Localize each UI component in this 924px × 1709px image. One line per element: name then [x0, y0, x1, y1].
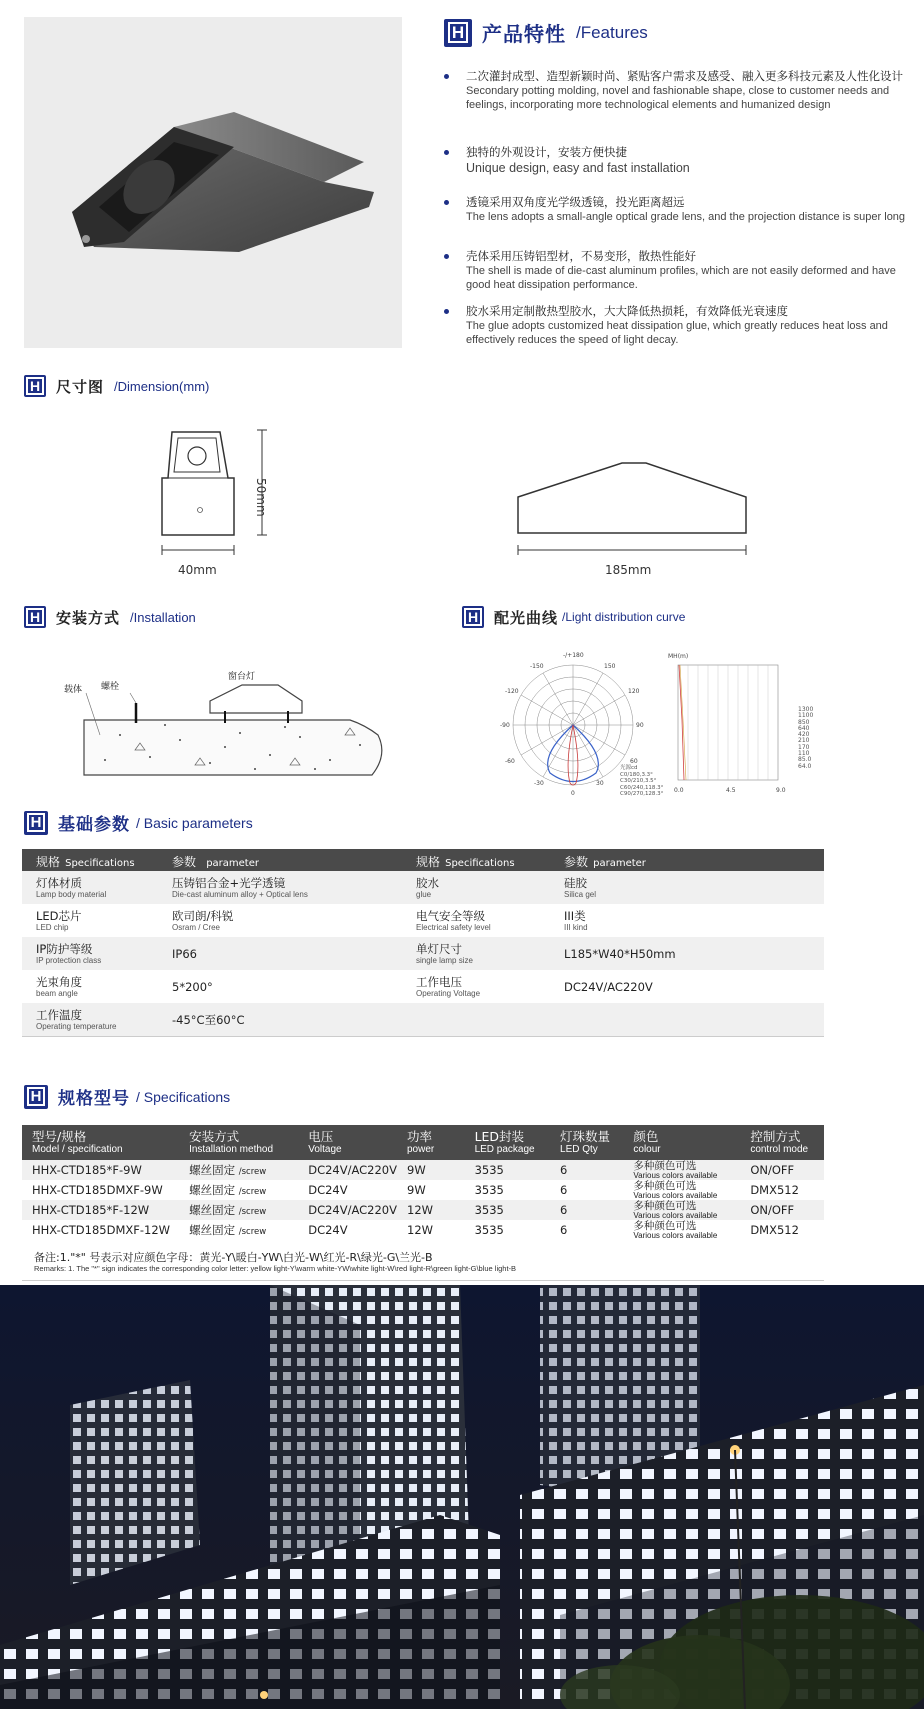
- features-title-zh: 产品特性: [482, 22, 566, 46]
- polar-legend-item: C60/240,118.3°: [620, 784, 664, 791]
- header-zh: 控制方式: [750, 1128, 801, 1144]
- param-value-zh: III类: [564, 908, 586, 923]
- dimension-title-zh: 尺寸图: [56, 377, 105, 396]
- param-value: IP66: [172, 946, 197, 961]
- header-zh: LED封装: [474, 1128, 525, 1144]
- header-en: parameter: [206, 857, 259, 869]
- table-row: [22, 871, 824, 904]
- param-key-zh: 胶水: [416, 875, 439, 890]
- table-row: [22, 1220, 824, 1240]
- param-key-en: Electrical safety level: [416, 922, 491, 932]
- param-key-zh: 工作电压: [416, 974, 462, 989]
- spec-title-zh: 规格型号: [58, 1089, 130, 1109]
- label-body: 载体: [64, 685, 83, 695]
- bullet-icon: [444, 309, 449, 314]
- illuminance-x-label: 4.5: [726, 787, 736, 794]
- basic-params-table: [22, 849, 824, 1036]
- control-cell: DMX512: [750, 1183, 799, 1197]
- installation-heading: [24, 606, 196, 628]
- header-en: power: [407, 1143, 435, 1155]
- param-key-en: LED chip: [36, 922, 69, 932]
- param-key-en: Operating temperature: [36, 1021, 117, 1031]
- polar-angle-label: -90: [500, 722, 510, 729]
- param-key-zh: 单灯尺寸: [416, 941, 462, 956]
- model-cell: HHX-CTD185*F-12W: [22, 1200, 179, 1220]
- illuminance-axis-label: MH(m): [668, 653, 689, 660]
- power-cell: 9W: [407, 1183, 426, 1197]
- package-cell: 3535: [474, 1223, 504, 1237]
- features-title-en: /Features: [576, 22, 648, 42]
- polar-angle-label: -/+180: [563, 652, 584, 659]
- label-bolt: 螺栓: [101, 682, 120, 692]
- illuminance-value: 210: [798, 737, 810, 745]
- color-en: Various colors available: [633, 1190, 718, 1200]
- polar-legend-item: C0/180,3.3°: [620, 771, 653, 778]
- qty-cell: 6: [560, 1223, 568, 1237]
- header-en: Installation method: [189, 1143, 274, 1155]
- front-view-drawing: [150, 420, 290, 580]
- height-label: 50mm: [254, 478, 268, 517]
- param-value-en: III kind: [564, 922, 588, 932]
- control-cell: ON/OFF: [740, 1200, 824, 1220]
- color-en: Various colors available: [633, 1170, 718, 1180]
- install-zh: 螺丝固定: [189, 1203, 236, 1217]
- divider: [22, 1280, 824, 1281]
- light-curve-title-en: /Light distribution curve: [562, 610, 686, 624]
- polar-angle-label: 60: [630, 758, 638, 765]
- voltage-cell: DC24V: [308, 1183, 348, 1197]
- side-view-drawing: [510, 455, 760, 565]
- polar-legend: [620, 765, 663, 798]
- param-key-zh: 灯体材质: [36, 875, 82, 890]
- power-cell: 12W: [407, 1223, 434, 1237]
- basic-title-zh: 基础参数: [58, 815, 130, 835]
- basic-title-en: / Basic parameters: [136, 814, 253, 831]
- param-key-en: IP protection class: [36, 955, 102, 965]
- illuminance-value: 110: [798, 750, 810, 758]
- param-value-zh: 压铸铝合金+光学透镜: [172, 875, 286, 890]
- product-photo: [24, 17, 402, 348]
- dimension-title-en: /Dimension(mm): [114, 378, 210, 394]
- package-cell: 3535: [465, 1160, 550, 1180]
- feature-item-1: [444, 68, 914, 112]
- color-en: Various colors available: [633, 1210, 718, 1220]
- polar-legend-item: C30/210,3.5°: [620, 778, 657, 784]
- header-zh: 规格: [416, 854, 441, 869]
- model-cell: HHX-CTD185DMXF-9W: [32, 1183, 163, 1197]
- feature-item-4: [444, 248, 914, 292]
- illuminance-legend: [798, 707, 813, 770]
- spec-heading: [24, 1084, 230, 1109]
- bullet-icon: [444, 254, 449, 259]
- color-zh: 多种颜色可选: [633, 1199, 697, 1212]
- install-zh: 螺丝固定: [189, 1163, 236, 1177]
- header-zh: 规格: [36, 854, 61, 869]
- color-zh: 多种颜色可选: [633, 1159, 697, 1172]
- power-cell: 9W: [397, 1160, 465, 1180]
- basic-heading: [24, 810, 253, 835]
- length-label: 185mm: [605, 563, 652, 577]
- control-cell: ON/OFF: [740, 1160, 824, 1180]
- table-row: [22, 1003, 824, 1036]
- feature-zh: 二次灌封成型、造型新颖时尚、紧贴客户需求及感受、融入更多科技元素及人性化设计: [466, 69, 903, 83]
- param-value-zh: 欧司朗/科锐: [172, 908, 234, 923]
- table-row: [22, 904, 824, 937]
- install-en: /screw: [238, 1187, 267, 1197]
- table-row: [22, 970, 824, 1003]
- feature-en: Secondary potting molding, novel and fashionable shape, close to customer needs and feelings, incorporating more technological elements and humanized design: [466, 85, 890, 111]
- feature-item-3: [444, 194, 914, 224]
- param-value: 5*200°: [172, 979, 213, 994]
- param-key-en: Lamp body material: [36, 889, 107, 899]
- polar-angle-label: 90: [636, 722, 644, 729]
- product-lamp-image: [24, 17, 402, 348]
- voltage-cell: DC24V/AC220V: [298, 1160, 397, 1180]
- illuminance-value: 850: [798, 718, 810, 726]
- bullet-icon: [444, 150, 449, 155]
- param-key-zh: 光束角度: [36, 974, 82, 989]
- table-row: [22, 1200, 824, 1220]
- illuminance-value: 170: [798, 743, 810, 751]
- illuminance-x-label: 9.0: [776, 787, 786, 794]
- installation-title-en: /Installation: [130, 609, 196, 625]
- illuminance-value: 1100: [798, 712, 814, 720]
- bullet-icon: [444, 74, 449, 79]
- param-key-en: Operating Voltage: [416, 988, 481, 998]
- spec-table: [22, 1125, 824, 1240]
- feature-item-5: [444, 303, 914, 347]
- polar-angle-label: 150: [604, 663, 616, 670]
- param-key-zh: 工作温度: [36, 1007, 82, 1022]
- model-cell: HHX-CTD185*F-9W: [22, 1160, 179, 1180]
- feature-zh: 独特的外观设计，安装方便快捷: [466, 145, 627, 159]
- table-row: [22, 937, 824, 970]
- installation-title-zh: 安装方式: [56, 608, 121, 627]
- polar-angle-label: 30: [596, 780, 604, 787]
- param-key-zh: LED芯片: [36, 908, 82, 923]
- illuminance-chart: [670, 660, 790, 790]
- table-row: [22, 1160, 824, 1180]
- header-zh: 颜色: [633, 1128, 659, 1144]
- header-en: LED package: [474, 1143, 535, 1155]
- feature-en: The lens adopts a small-angle optical grade lens, and the projection distance is super long: [466, 211, 906, 223]
- param-value: L185*W40*H50mm: [564, 946, 676, 961]
- install-zh: 螺丝固定: [189, 1183, 236, 1197]
- install-en: /screw: [238, 1167, 267, 1177]
- color-zh: 多种颜色可选: [633, 1179, 697, 1192]
- header-en: Specifications: [65, 857, 135, 869]
- voltage-cell: DC24V/AC220V: [298, 1200, 397, 1220]
- header-en: control mode: [750, 1143, 809, 1155]
- qty-cell: 6: [550, 1200, 623, 1220]
- remark-zh: 备注:1."*" 号表示对应颜色字母：黄光-Y\暖白-YW\白光-W\红光-R\绿光-G\兰光-B: [34, 1251, 433, 1264]
- param-value-en: Die-cast aluminum alloy + Optical lens: [172, 889, 308, 899]
- dimension-heading: [24, 375, 209, 397]
- feature-en: Unique design, easy and fast installation: [466, 161, 690, 175]
- feature-zh: 胶水采用定制散热型胶水，大大降低热损耗，有效降低光衰速度: [466, 304, 788, 318]
- header-zh: 灯珠数量: [560, 1128, 611, 1144]
- table-header: [22, 1125, 824, 1160]
- illuminance-x-label: 0.0: [674, 787, 684, 794]
- table-row: [22, 1180, 824, 1200]
- brand-h-icon: H: [24, 1085, 48, 1109]
- width-label: 40mm: [178, 563, 217, 577]
- param-value-en: Osram / Cree: [172, 922, 221, 932]
- header-zh: 安装方式: [189, 1128, 240, 1144]
- install-en: /screw: [238, 1227, 267, 1237]
- illuminance-value: 64.0: [798, 762, 812, 770]
- header-zh: 型号/规格: [32, 1128, 87, 1144]
- brand-h-icon: H: [24, 606, 46, 628]
- illuminance-value: 85.0: [798, 756, 812, 764]
- divider: [22, 1036, 824, 1037]
- feature-zh: 透镜采用双角度光学级透镜，投光距离超远: [466, 195, 685, 209]
- package-cell: 3535: [465, 1200, 550, 1220]
- feature-item-2: [444, 144, 914, 177]
- color-zh: 多种颜色可选: [633, 1219, 697, 1232]
- features-heading: [444, 18, 648, 47]
- illuminance-value: 420: [798, 731, 810, 739]
- polar-angle-label: -150: [530, 663, 544, 670]
- label-lamp: 窗台灯: [228, 672, 256, 682]
- spec-title-en: / Specifications: [136, 1088, 231, 1105]
- table-header: [22, 849, 824, 871]
- header-zh: 功率: [407, 1128, 433, 1144]
- building-illustration: [0, 1285, 924, 1709]
- package-cell: 3535: [474, 1183, 504, 1197]
- brand-h-icon: H: [462, 606, 484, 628]
- param-value: DC24V/AC220V: [564, 979, 653, 994]
- header-en: Specifications: [445, 857, 515, 869]
- control-cell: DMX512: [750, 1223, 799, 1237]
- header-en: LED Qty: [560, 1143, 598, 1155]
- feature-en: The shell is made of die-cast aluminum profiles, which are not easily deformed and have good heat dissipation performance.: [466, 265, 896, 291]
- bullet-icon: [444, 200, 449, 205]
- feature-en: The glue adopts customized heat dissipation glue, which greatly reduces heat loss and effectively reduces the speed of light decay.: [466, 320, 888, 346]
- header-zh: 电压: [308, 1128, 334, 1144]
- illuminance-value: 640: [798, 724, 810, 732]
- header-zh: 参数: [172, 854, 197, 869]
- param-value: -45°C至60°C: [172, 1012, 245, 1027]
- power-cell: 12W: [397, 1200, 465, 1220]
- remark-en: Remarks: 1. The "*" sign indicates the corresponding color letter: yellow light-Y\warm white-YW\white light-W\red light-R\green light-G\blue light-B: [34, 1264, 517, 1273]
- param-key-en: glue: [416, 889, 432, 899]
- brand-h-icon: H: [444, 19, 472, 47]
- voltage-cell: DC24V: [308, 1223, 348, 1237]
- param-key-zh: 电气安全等级: [416, 908, 485, 923]
- polar-angle-label: 120: [628, 688, 640, 695]
- polar-angle-label: -30: [534, 780, 544, 787]
- polar-angle-label: -120: [505, 688, 519, 695]
- qty-cell: 6: [550, 1160, 623, 1180]
- header-en: parameter: [593, 857, 646, 869]
- polar-angle-label: 0: [571, 790, 575, 797]
- model-cell: HHX-CTD185DMXF-12W: [32, 1223, 171, 1237]
- brand-h-icon: H: [24, 811, 48, 835]
- building-night-photo: [0, 1285, 924, 1709]
- install-zh: 螺丝固定: [189, 1223, 236, 1237]
- illuminance-value: 1300: [798, 706, 814, 713]
- feature-zh: 壳体采用压铸铝型材，不易变形，散热性能好: [466, 249, 696, 263]
- install-en: /screw: [238, 1207, 267, 1217]
- param-value-en: Silica gel: [564, 889, 597, 899]
- brand-h-icon: H: [24, 375, 46, 397]
- param-key-en: single lamp size: [416, 955, 473, 965]
- light-curve-title-zh: 配光曲线: [494, 608, 559, 627]
- polar-legend-item: C90/270,128.3°: [620, 791, 664, 797]
- header-en: colour: [633, 1143, 661, 1155]
- param-key-en: beam angle: [36, 988, 78, 998]
- light-curve-heading: [462, 606, 685, 628]
- color-en: Various colors available: [633, 1230, 718, 1240]
- polar-angle-label: -60: [505, 758, 515, 765]
- header-zh: 参数: [564, 854, 589, 869]
- qty-cell: 6: [560, 1183, 568, 1197]
- param-key-zh: IP防护等级: [36, 941, 93, 956]
- header-en: Model / specification: [32, 1143, 123, 1155]
- polar-legend-title: 光源cd: [620, 765, 638, 771]
- header-en: Voltage: [308, 1143, 342, 1155]
- param-value-zh: 硅胶: [564, 875, 587, 890]
